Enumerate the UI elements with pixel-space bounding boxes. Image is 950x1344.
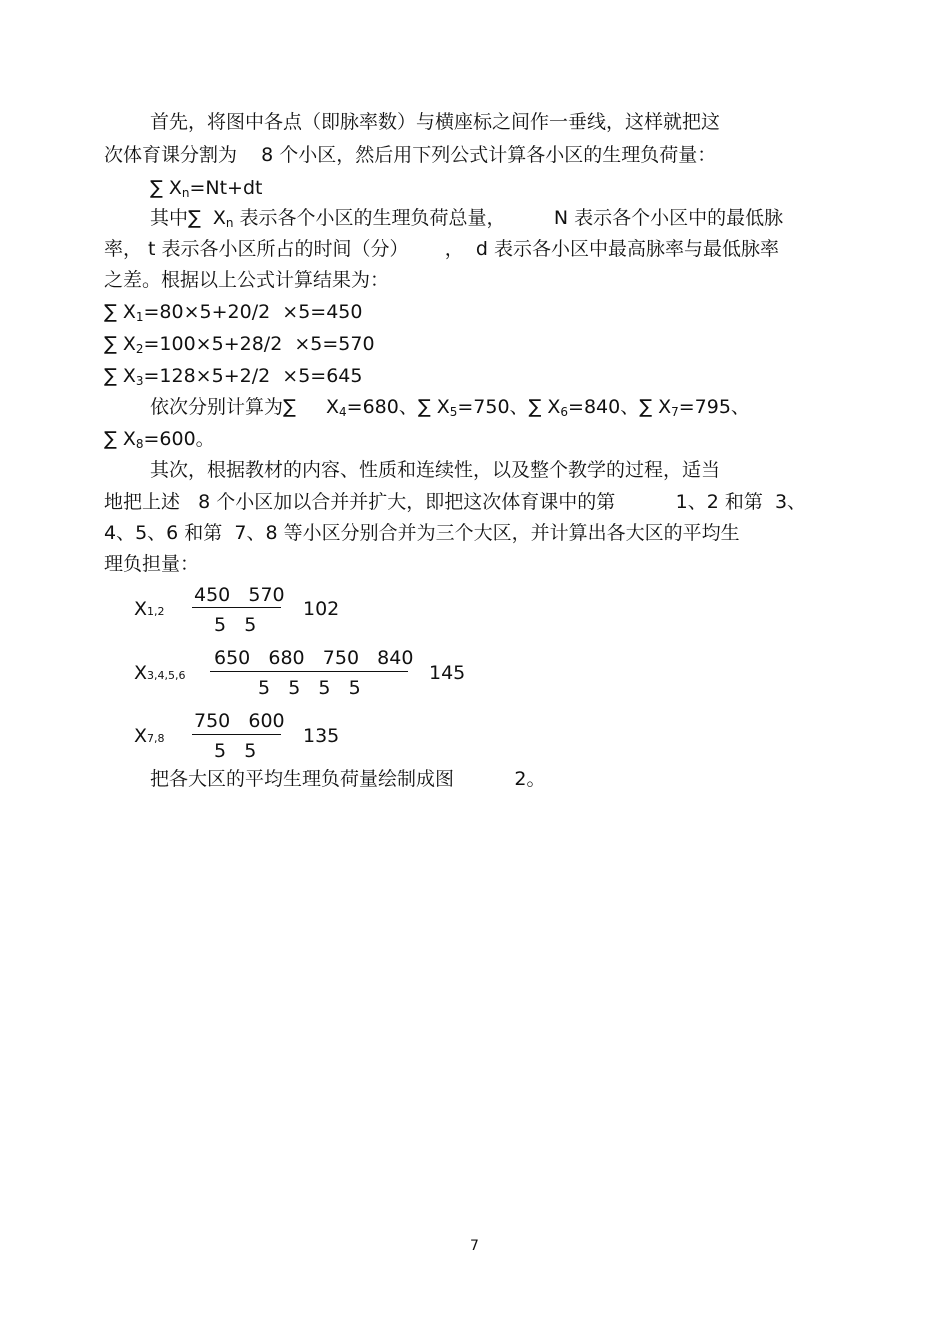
calc-2-rest: =100×5+28/2 ×5=570 <box>143 333 375 355</box>
seq-c: =750、∑ X <box>457 396 561 418</box>
paragraph-2-line-1-sub: n <box>225 216 234 230</box>
calc-2-sub: 2 <box>135 342 144 356</box>
fraction-3-numerator: 750 600 <box>194 710 285 732</box>
fraction-1-denominator: 5 5 <box>214 614 257 636</box>
paragraph-3-line-3: 4、5、6 和第 7、8 等小区分别合并为三个大区，并计算出各大区的平均生 <box>104 522 740 544</box>
fraction-2-variable <box>134 661 186 688</box>
fraction-1-result: 102 <box>303 598 340 620</box>
seq-d: =840、∑ X <box>568 396 672 418</box>
fraction-2-numerator: 650 680 750 840 <box>214 647 414 669</box>
fraction-2-var: X <box>134 662 148 684</box>
calc-line-3 <box>104 364 362 393</box>
page-number: 7 <box>470 1238 479 1254</box>
paragraph-2-line-1-b: 表示各个小区的生理负荷总量， N 表示各个小区中的最低脉 <box>233 207 784 229</box>
fraction-3-variable <box>134 724 165 751</box>
calc-3-prefix: ∑ X <box>104 365 136 387</box>
paragraph-1-line-1: 首先，将图中各点（即脉率数）与横座标之间作一垂线，这样就把这 <box>150 111 721 133</box>
seq-sub-4: 4 <box>339 405 347 419</box>
seq-f: ∑ X <box>104 428 136 450</box>
fraction-3-sub: 7,8 <box>147 732 165 745</box>
fraction-1-bar <box>192 607 281 608</box>
fraction-2-sub: 3,4,5,6 <box>147 669 186 682</box>
seq-sub-6: 6 <box>560 405 569 419</box>
paragraph-3-line-1: 其次，根据教材的内容、性质和连续性，以及整个教学的过程，适当 <box>150 459 721 481</box>
fraction-3-bar <box>192 734 281 735</box>
calc-3-sub: 3 <box>135 374 144 388</box>
fraction-2-bar <box>210 671 408 672</box>
calc-2-prefix: ∑ X <box>104 333 136 355</box>
seq-sub-8: 8 <box>135 437 144 451</box>
seq-e: =795、 <box>678 396 750 418</box>
calc-3-rest: =128×5+2/2 ×5=645 <box>143 365 363 387</box>
calc-1-prefix: ∑ X <box>104 301 136 323</box>
formula-rest: =Nt+dt <box>189 177 263 199</box>
paragraph-3-line-2: 地把上述 8 个小区加以合并并扩大，即把这次体育课中的第 1、2 和第 3、 <box>104 491 807 513</box>
sequence-line-2 <box>104 427 215 456</box>
paragraph-3-line-4: 理负担量： <box>104 553 200 575</box>
seq-sub-7: 7 <box>671 405 679 419</box>
closing-line: 把各大区的平均生理负荷量绘制成图 2。 <box>150 768 546 790</box>
formula <box>150 176 262 205</box>
calc-line-1 <box>104 300 362 329</box>
seq-sub-5: 5 <box>449 405 458 419</box>
fraction-1-variable <box>134 597 165 624</box>
calc-line-2 <box>104 332 375 361</box>
seq-b: =680、∑ X <box>346 396 450 418</box>
fraction-3-var: X <box>134 725 148 747</box>
sequence-line-1 <box>150 395 750 424</box>
seq-g: =600。 <box>143 428 215 450</box>
seq-a: 依次分别计算为∑ X <box>150 396 340 418</box>
paragraph-2-line-1-a: 其中∑ X <box>150 207 226 229</box>
formula-subscript: n <box>181 186 190 200</box>
paragraph-2-line-2: 率， t 表示各小区所占的时间（分） ， d 表示各小区中最高脉率与最低脉率 <box>104 238 779 260</box>
fraction-1-sub: 1,2 <box>147 605 165 618</box>
fraction-2-result: 145 <box>429 662 466 684</box>
paragraph-1-line-2: 次体育课分割为 8 个小区，然后用下列公式计算各小区的生理负荷量： <box>104 144 717 166</box>
calc-1-sub: 1 <box>135 310 144 324</box>
paragraph-2-line-3: 之差。根据以上公式计算结果为： <box>104 269 390 291</box>
calc-1-rest: =80×5+20/2 ×5=450 <box>143 301 363 323</box>
formula-prefix: ∑ X <box>150 177 182 199</box>
fraction-3-result: 135 <box>303 725 340 747</box>
fraction-2-denominator: 5 5 5 5 <box>258 677 361 699</box>
fraction-1-var: X <box>134 598 148 620</box>
paragraph-2-line-1 <box>150 206 783 235</box>
fraction-1-numerator: 450 570 <box>194 584 285 606</box>
fraction-3-denominator: 5 5 <box>214 740 257 762</box>
